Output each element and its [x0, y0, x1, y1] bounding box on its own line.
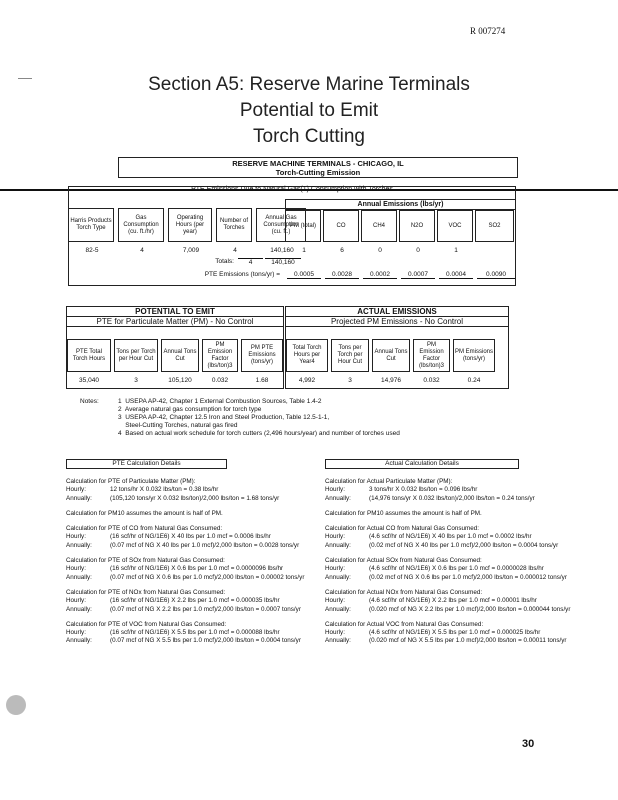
- calc-line: [325, 574, 610, 582]
- totals-torches: 4: [238, 258, 263, 266]
- calc-line-label: Annually:: [66, 494, 92, 502]
- pte-column-header: CO: [323, 210, 359, 242]
- hole-punch: [6, 695, 26, 715]
- pte-column-header: CH4: [361, 210, 397, 242]
- pm-actual-value: 0.032: [423, 377, 440, 384]
- facility-header-box: [118, 157, 518, 178]
- calc-line: [66, 606, 316, 614]
- calc-line: [325, 606, 610, 614]
- pte-row-cell: 0: [416, 247, 420, 254]
- calc-line: [66, 533, 316, 541]
- pm-pte-value: 1.68: [255, 377, 269, 384]
- actual-calc-section: [325, 510, 610, 518]
- pm-pte-column-header: PM PTE Emissions (tons/yr): [241, 339, 283, 372]
- pm-actual-value: 14,976: [381, 377, 401, 384]
- calc-line-formula: (16 scf/hr of NG/1E6) X 2.2 lbs per 1.0 mcf = 0.000035 lbs/hr: [110, 597, 280, 605]
- annual-emissions-header: Annual Emissions (lbs/yr): [285, 199, 516, 210]
- actual-calc-section: [325, 557, 610, 582]
- pm-pte-column-header: PM Emission Factor (lbs/ton)3: [202, 339, 238, 372]
- calc-line-formula: (16 scf/hr of NG/1E6) X 0.6 lbs per 1.0 mcf = 0.0000096 lbs/hr: [110, 565, 284, 573]
- calc-line-formula: (4.6 scf/hr of NG/1E6) X 5.5 lbs per 1.0 mcf = 0.000025 lbs/hr: [369, 629, 541, 637]
- calc-line: [66, 597, 316, 605]
- calc-line-label: Annually:: [66, 541, 92, 549]
- pte-emission-value: 0.0002: [363, 271, 397, 279]
- actual-calc-section: [325, 621, 610, 646]
- pm-actual-subtitle: Projected PM Emissions - No Control: [286, 317, 508, 327]
- pte-calc-header: [66, 459, 227, 469]
- pte-calc-section: [66, 525, 316, 550]
- calc-line-formula: (0.020 mcf of NG X 2.2 lbs per 1.0 mcf)/2,000 lbs/ton = 0.000044 tons/yr: [369, 605, 571, 613]
- calc-line: [325, 637, 610, 645]
- calc-line-label: Hourly:: [66, 486, 86, 494]
- notes-list: [118, 398, 400, 438]
- calc-line: [325, 597, 610, 605]
- pte-emission-value: 0.0028: [325, 271, 359, 279]
- pte-calc-section: [66, 621, 316, 646]
- calc-line-label: Hourly:: [325, 565, 345, 573]
- actual-calc-details: [325, 478, 610, 646]
- pte-emission-value: 0.0090: [477, 271, 515, 279]
- pte-calc-section: [66, 478, 316, 503]
- calc-line-label: Annually:: [66, 605, 92, 613]
- pm-actual-value: 4,992: [298, 377, 316, 384]
- calc-line-label: Hourly:: [325, 533, 345, 541]
- calc-line-formula: (0.07 mcf of NG X 5.5 lbs per 1.0 mcf)/2,000 lbs/ton = 0.0004 tons/yr: [110, 637, 301, 645]
- note-item: 3 USEPA AP-42, Chapter 12.5 Iron and Steel Production, Table 12.5-1-1,: [118, 414, 330, 421]
- calc-heading: Calculation for PTE of SOx from Natural Gas Consumed:: [66, 557, 225, 565]
- pte-column-header: N2O: [399, 210, 435, 242]
- note-item: 1 USEPA AP-42, Chapter 1 External Combustion Sources, Table 1.4-2: [118, 398, 322, 405]
- actual-calc-section: [325, 589, 610, 614]
- pm-pte-value: 0.032: [211, 377, 229, 384]
- pte-row-cell: 1: [302, 247, 306, 254]
- note-item: 4 Based on actual work schedule for torch cutters (2,496 hours/year) and number of torches used: [118, 430, 400, 437]
- calc-line-formula: 12 tons/hr X 0.032 lbs/ton = 0.38 lbs/hr: [110, 486, 219, 494]
- calc-line-label: Annually:: [66, 573, 92, 581]
- pte-calc-title: PTE Calculation Details: [112, 460, 181, 467]
- pte-column-header: Annual Gas Consumption (cu. ft.): [256, 208, 306, 242]
- pm-actual-column-header: Annual Tons Cut: [372, 339, 410, 372]
- pte-row-cell: 140,160: [270, 247, 294, 254]
- calc-heading: Calculation for Actual SOx from Natural Gas Consumed:: [325, 557, 482, 565]
- facility-name: RESERVE MACHINE TERMINALS - CHICAGO, IL: [232, 159, 404, 168]
- calc-line-label: Annually:: [325, 637, 351, 645]
- calc-line-label: Annually:: [325, 605, 351, 613]
- calc-heading: Calculation for Actual VOC from Natural Gas Consumed:: [325, 620, 484, 628]
- pm-actual-value: 3: [348, 377, 352, 384]
- pte-column-header: VOC: [437, 210, 473, 242]
- totals-label: Totals:: [215, 258, 234, 265]
- pte-column-header: PM (total): [285, 210, 321, 242]
- calc-line: [325, 542, 610, 550]
- calc-line-label: Hourly:: [66, 533, 86, 541]
- pte-calc-section: [66, 510, 316, 518]
- actual-calc-header: [325, 459, 519, 469]
- actual-calc-section: [325, 478, 610, 503]
- pte-row-cell: 82-5: [85, 247, 99, 254]
- calc-heading: Calculation for PM10 assumes the amount is half of PM.: [66, 509, 223, 517]
- actual-calc-title: Actual Calculation Details: [385, 460, 459, 467]
- calc-line-formula: (0.07 mcf of NG X 40 lbs per 1.0 mcf)/2,000 lbs/ton = 0.0028 tons/yr: [110, 541, 300, 549]
- pte-emission-value: 0.0007: [401, 271, 435, 279]
- pte-column-header: Harris Products Torch Type: [68, 208, 114, 242]
- actual-calc-section: [325, 525, 610, 550]
- pm-actual-column-header: Tons per Torch per Hour Cut: [331, 339, 369, 372]
- pm-actual-column-header: Total Torch Hours per Year4: [286, 339, 328, 372]
- pm-actual-title: ACTUAL EMISSIONS: [286, 307, 508, 317]
- pm-pte-value: 3: [134, 377, 138, 384]
- calc-line-label: Hourly:: [325, 486, 345, 494]
- note-item: 2 Average natural gas consumption for torch type: [118, 406, 262, 413]
- calc-line: [66, 495, 316, 503]
- calc-line-formula: (4.6 scf/hr of NG/1E6) X 2.2 lbs per 1.0 mcf = 0.00001 lbs/hr: [369, 597, 537, 605]
- pm-pte-column-header: PTE Total Torch Hours: [67, 339, 111, 372]
- pm-actual-column-header: PM Emission Factor (lbs/ton)3: [413, 339, 450, 372]
- pte-row-cell: 7,009: [182, 247, 200, 254]
- calc-line-formula: (105,120 tons/yr X 0.032 lbs/ton)/2,000 lbs/ton = 1.68 tons/yr: [110, 494, 280, 502]
- calc-line: [325, 565, 610, 573]
- calc-line-formula: (14,976 tons/yr X 0.032 lbs/ton)/2,000 lbs/ton = 0.24 tons/yr: [369, 494, 535, 502]
- pm-pte-title: POTENTIAL TO EMIT: [67, 307, 283, 317]
- calc-line-label: Hourly:: [325, 629, 345, 637]
- calc-line: [66, 629, 316, 637]
- calc-line-label: Annually:: [325, 573, 351, 581]
- calc-heading: Calculation for Actual CO from Natural Gas Consumed:: [325, 525, 479, 533]
- calc-heading: Calculation for PM10 assumes the amount is half of PM.: [325, 509, 482, 517]
- pm-pte-column-header: Tons per Torch per Hour Cut: [114, 339, 158, 372]
- facility-subtitle: Torch-Cutting Emission: [275, 168, 361, 177]
- calc-heading: Calculation for Actual NOx from Natural Gas Consumed:: [325, 588, 483, 596]
- pm-pte-value: 105,120: [168, 377, 192, 384]
- calc-line-formula: (4.6 scf/hr of NG/1E6) X 0.6 lbs per 1.0 mcf = 0.0000028 lbs/hr: [369, 565, 544, 573]
- calc-line-label: Hourly:: [66, 565, 86, 573]
- subtitle-torch: Torch Cutting: [253, 126, 365, 147]
- pte-column-header: Gas Consumption (cu. ft./hr): [118, 208, 164, 242]
- pte-emission-value: 0.0005: [287, 271, 321, 279]
- note-item: Steel-Cutting Torches, natural gas fired: [118, 422, 238, 429]
- pm-actual-value: 0.24: [467, 377, 481, 384]
- pte-calc-details: [66, 478, 316, 646]
- pte-column-header: Operating Hours (per year): [168, 208, 212, 242]
- pm-pte-value: 35,040: [79, 377, 99, 384]
- pte-emission-value: 0.0004: [439, 271, 473, 279]
- pm-pte-subtitle: PTE for Particulate Matter (PM) - No Control: [67, 317, 283, 327]
- pte-column-header: Number of Torches: [216, 208, 252, 242]
- calc-heading: Calculation for PTE of NOx from Natural Gas Consumed:: [66, 588, 226, 596]
- calc-line: [66, 565, 316, 573]
- pte-row-cell: 6: [340, 247, 344, 254]
- calc-heading: Calculation for PTE of CO from Natural Gas Consumed:: [66, 525, 223, 533]
- calc-line: [66, 637, 316, 645]
- calc-line-label: Hourly:: [325, 597, 345, 605]
- pte-calc-section: [66, 589, 316, 614]
- calc-line: [66, 486, 316, 494]
- calc-line-label: Hourly:: [66, 597, 86, 605]
- calc-line-label: Annually:: [325, 541, 351, 549]
- notes-label: Notes:: [80, 398, 99, 405]
- pte-emissions-label: PTE Emissions (tons/yr) =: [204, 271, 280, 278]
- calc-line: [325, 533, 610, 541]
- calc-line-formula: 3 tons/hr X 0.032 lbs/ton = 0.096 lbs/hr: [369, 486, 478, 494]
- document-id: R 007274: [470, 26, 506, 36]
- pm-actual-column-header: PM Emissions (tons/yr): [453, 339, 495, 372]
- totals-gas: 140,160: [265, 258, 301, 266]
- page-number: 30: [522, 738, 535, 750]
- pte-row-cell: 4: [140, 247, 144, 254]
- pte-column-header: SO2: [475, 210, 514, 242]
- pte-table-title: PTE Emissions Due to Natural Gas(1) Consumption with Torches: [191, 186, 393, 193]
- calc-line-formula: (16 scf/hr of NG/1E6) X 40 lbs per 1.0 mcf = 0.0006 lbs/hr: [110, 533, 271, 541]
- calc-heading: Calculation for PTE of VOC from Natural Gas Consumed:: [66, 620, 227, 628]
- calc-line-formula: (16 scf/hr of NG/1E6) X 5.5 lbs per 1.0 mcf = 0.000088 lbs/hr: [110, 629, 280, 637]
- pm-pte-column-header: Annual Tons Cut: [161, 339, 199, 372]
- pte-row-cell: 1: [454, 247, 458, 254]
- calc-line-label: Annually:: [325, 494, 351, 502]
- pte-row-cell: 0: [378, 247, 382, 254]
- calc-line: [66, 542, 316, 550]
- subtitle-pte: Potential to Emit: [239, 100, 379, 121]
- calc-line-label: Annually:: [66, 637, 92, 645]
- calc-line-formula: (0.02 mcf of NG X 40 lbs per 1.0 mcf)/2,000 lbs/ton = 0.0004 tons/yr: [369, 541, 559, 549]
- pte-calc-section: [66, 557, 316, 582]
- calc-line-formula: (0.07 mcf of NG X 0.6 lbs per 1.0 mcf)/2,000 lbs/ton = 0.00002 tons/yr: [110, 573, 305, 581]
- calc-line-label: Hourly:: [66, 629, 86, 637]
- calc-line: [325, 629, 610, 637]
- calc-line-formula: (0.07 mcf of NG X 2.2 lbs per 1.0 mcf)/2,000 lbs/ton = 0.0007 tons/yr: [110, 605, 301, 613]
- section-title: Section A5: Reserve Marine Terminals: [148, 74, 470, 95]
- pte-row-cell: 4: [233, 247, 237, 254]
- calc-line-formula: (4.6 scf/hr of NG/1E6) X 40 lbs per 1.0 mcf = 0.0002 lbs/hr: [369, 533, 532, 541]
- calc-line: [325, 486, 610, 494]
- calc-heading: Calculation for PTE of Particulate Matter (PM):: [66, 478, 196, 485]
- calc-line-formula: (0.020 mcf of NG X 5.5 lbs per 1.0 mcf)/2,000 lbs/ton = 0.00011 tons/yr: [369, 637, 567, 645]
- calc-line: [325, 495, 610, 503]
- calc-line-formula: (0.02 mcf of NG X 0.6 lbs per 1.0 mcf)/2,000 lbs/ton = 0.000012 tons/yr: [369, 573, 567, 581]
- calc-heading: Calculation for Actual Particulate Matter (PM):: [325, 478, 453, 485]
- calc-line: [66, 574, 316, 582]
